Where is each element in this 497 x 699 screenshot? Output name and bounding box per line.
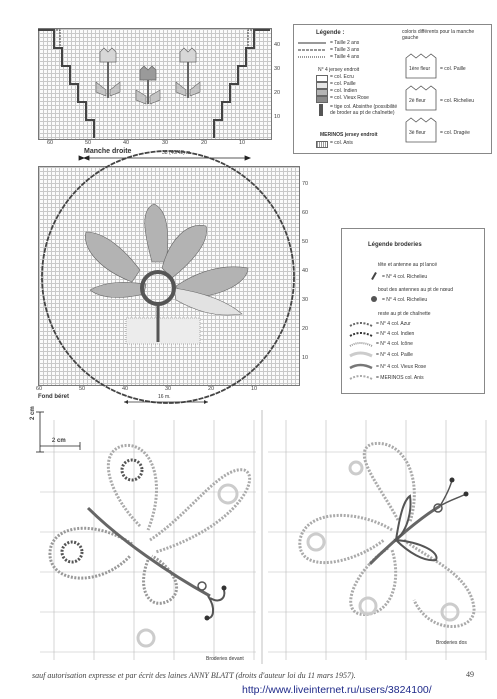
embroidery-heading-chain: reste au pt de chaînette bbox=[378, 311, 431, 317]
embroidery-tips-color: = N° 4 col. Richelieu bbox=[382, 297, 428, 303]
sleeve-x-tick: 20 bbox=[201, 140, 208, 146]
sleeve-y-tick: 30 bbox=[274, 66, 281, 72]
beret-y-tick: 50 bbox=[302, 239, 309, 245]
embroidery-color-azur: = N° 4 col. Azur bbox=[376, 321, 411, 327]
sleeve-title: Manche droite bbox=[84, 148, 132, 155]
beret-x-tick: 40 bbox=[122, 386, 129, 392]
beret-x-tick: 20 bbox=[208, 386, 215, 392]
left-sleeve-flower-3: 3è fleur bbox=[409, 130, 426, 136]
legend-size-2: = Taille 2 ans bbox=[330, 40, 360, 46]
embroidery-heading-tips: bout des antennes au pt de nœud bbox=[378, 287, 454, 293]
sleeve-x-tick: 10 bbox=[239, 140, 246, 146]
legend-color-ecru: = col. Ecru bbox=[330, 74, 354, 80]
butterfly-front-label: Broderies devant bbox=[206, 656, 244, 662]
legend-anis: = col. Anis bbox=[330, 140, 353, 146]
butterfly-back-label: Broderies dos bbox=[436, 640, 467, 646]
legend-color-vieux-rose: = col. Vieux Rose bbox=[330, 95, 369, 101]
sleeve-width-label: 38 (40/42) m. bbox=[162, 150, 192, 156]
left-sleeve-color-2: = col. Richelieu bbox=[440, 98, 475, 104]
left-sleeve-color-1: = col. Paille bbox=[440, 66, 466, 72]
sleeve-y-tick: 40 bbox=[274, 42, 281, 48]
beret-x-tick: 50 bbox=[79, 386, 86, 392]
embroidery-color-anis: = MERINOS col. Anis bbox=[376, 375, 424, 381]
beret-x-tick: 30 bbox=[165, 386, 172, 392]
sleeve-x-tick: 40 bbox=[123, 140, 130, 146]
legend-color-paille: = col. Paille bbox=[330, 81, 356, 87]
left-sleeve-flower-2: 2è fleur bbox=[409, 98, 426, 104]
beret-y-tick: 60 bbox=[302, 210, 309, 216]
beret-y-tick: 20 bbox=[302, 326, 309, 332]
legend-absinthe: = tige col. Absinthe (possibilité de broder au pt de chaînette) bbox=[330, 104, 398, 116]
sleeve-y-tick: 10 bbox=[274, 114, 281, 120]
scale-horizontal-label: 2 cm bbox=[52, 438, 66, 444]
footer-copyright: sauf autorisation expresse et par écrit des laines ANNY BLATT (droits d'auteur loi du 11 mars 1957). bbox=[32, 671, 356, 680]
legend-top-title: Légende : bbox=[316, 30, 345, 36]
scale-vertical-label: 2 cm bbox=[30, 406, 36, 420]
sleeve-x-tick: 50 bbox=[85, 140, 92, 146]
beret-width-label: 16 m. bbox=[158, 394, 171, 400]
embroidery-color-vieux-rose: = N° 4 col. Vieux Rose bbox=[376, 364, 427, 370]
sleeve-y-tick: 20 bbox=[274, 90, 281, 96]
embroidery-head-color: = N° 4 col. Richelieu bbox=[382, 274, 428, 280]
beret-x-tick: 60 bbox=[36, 386, 43, 392]
left-sleeve-title: coloris différents pour la manche gauche bbox=[402, 29, 475, 41]
embroidery-color-indien: = N° 4 col. Indien bbox=[376, 331, 415, 337]
beret-y-tick: 40 bbox=[302, 268, 309, 274]
legend-color-indien: = col. Indien bbox=[330, 88, 358, 94]
embroidery-color-paille: = N° 4 col. Paille bbox=[376, 352, 413, 358]
watermark-url: http://www.liveinternet.ru/users/3824100/ bbox=[242, 684, 432, 696]
left-sleeve-flower-1: 1ère fleur bbox=[409, 66, 431, 72]
left-sleeve-color-3: = col. Dragée bbox=[440, 130, 470, 136]
embroidery-legend-title: Légende broderies bbox=[368, 242, 422, 248]
legend-merinos-title: MERINOS jersey endroit bbox=[320, 132, 378, 138]
beret-x-tick: 10 bbox=[251, 386, 258, 392]
beret-title: Fond béret bbox=[38, 394, 69, 400]
beret-y-tick: 70 bbox=[302, 181, 309, 187]
sleeve-x-tick: 30 bbox=[162, 140, 169, 146]
legend-size-3: = Taille 3 ans bbox=[330, 47, 360, 53]
legend-size-4: = Taille 4 ans bbox=[330, 54, 360, 60]
legend-jersey-title: N° 4 jersey endroit bbox=[318, 67, 360, 73]
embroidery-heading-head: tête et antenne au pt lancé bbox=[378, 262, 438, 268]
sleeve-x-tick: 60 bbox=[47, 140, 54, 146]
page-number: 49 bbox=[466, 670, 474, 679]
beret-y-tick: 10 bbox=[302, 355, 309, 361]
embroidery-color-icone: = N° 4 col. Icône bbox=[376, 341, 413, 347]
beret-y-tick: 30 bbox=[302, 297, 309, 303]
